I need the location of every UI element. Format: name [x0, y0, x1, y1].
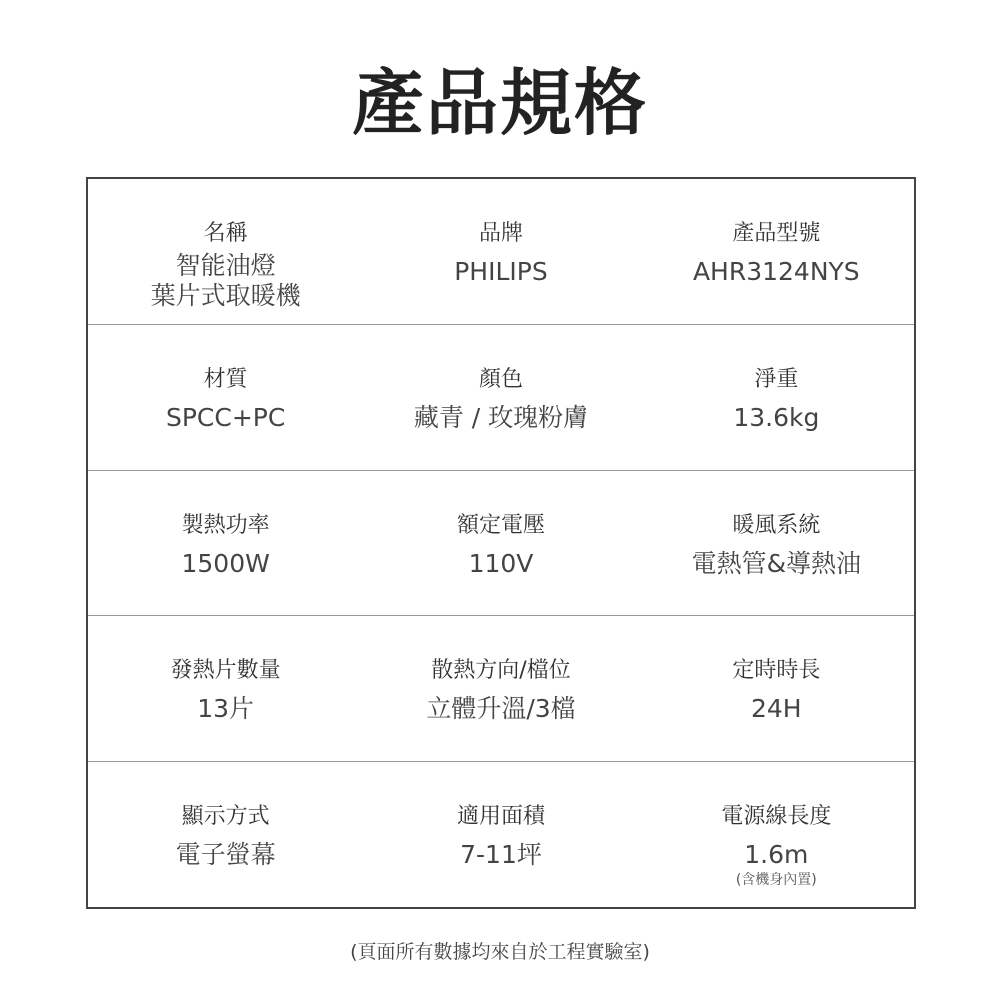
- spec-cell-timer: [639, 616, 914, 761]
- spec-label: 名稱: [203, 221, 248, 246]
- spec-value: 智能油燈: [175, 251, 276, 280]
- spec-label: 散熱方向/檔位: [431, 658, 571, 684]
- spec-label: 顏色: [478, 366, 523, 392]
- spec-value: 13.6kg: [733, 402, 820, 432]
- spec-row: [88, 325, 914, 471]
- spec-note: (含機身內置): [735, 872, 817, 889]
- spec-cell-display: [88, 762, 363, 907]
- spec-label: 淨重: [754, 366, 799, 392]
- spec-label: 額定電壓: [456, 512, 545, 538]
- spec-label: 顯示方式: [181, 804, 270, 830]
- spec-cell-cord-length: [639, 762, 914, 907]
- spec-cell-heating-system: [639, 471, 914, 616]
- spec-value: 藏青 / 玫瑰粉膚: [413, 402, 589, 432]
- spec-cell-power: [88, 471, 363, 616]
- spec-value: 1.6m: [744, 840, 809, 870]
- spec-label: 定時時長: [732, 658, 821, 684]
- spec-value: SPCC+PC: [165, 402, 286, 432]
- spec-row: [88, 471, 914, 617]
- spec-label: 發熱片數量: [170, 658, 281, 684]
- spec-label: 產品型號: [732, 221, 821, 246]
- spec-cell-name: [88, 179, 363, 324]
- spec-label: 材質: [203, 366, 248, 392]
- spec-cell-model: [639, 179, 914, 324]
- spec-cell-color: [363, 325, 638, 470]
- page-title: 產品規格: [351, 61, 648, 145]
- spec-value: 110V: [468, 548, 534, 578]
- footer-note: (頁面所有數據均來自於工程實驗室): [350, 941, 650, 963]
- spec-row: [88, 762, 914, 907]
- spec-value: AHR3124NYS: [692, 257, 860, 286]
- spec-value: 13片: [197, 694, 255, 724]
- spec-cell-fin-count: [88, 616, 363, 761]
- spec-cell-direction: [363, 616, 638, 761]
- spec-label: 適用面積: [456, 804, 545, 830]
- spec-value: 電子螢幕: [175, 840, 276, 870]
- spec-value: PHILIPS: [454, 257, 548, 286]
- spec-row: [88, 179, 914, 325]
- spec-value: 1500W: [181, 548, 270, 578]
- spec-label: 電源線長度: [721, 804, 832, 830]
- spec-cell-brand: [363, 179, 638, 324]
- spec-cell-area: [363, 762, 638, 907]
- spec-value: 立體升溫/3檔: [426, 694, 576, 724]
- spec-value: 電熱管&導熱油: [691, 548, 862, 578]
- spec-label: 製熱功率: [181, 512, 270, 538]
- spec-row: [88, 616, 914, 762]
- spec-table: [86, 177, 916, 909]
- spec-value: 7-11坪: [460, 840, 542, 870]
- spec-value-line2: 葉片式取暖機: [150, 281, 301, 310]
- spec-label: 暖風系統: [732, 512, 821, 538]
- spec-label: 品牌: [478, 221, 523, 246]
- spec-value: 24H: [751, 694, 802, 724]
- spec-cell-weight: [639, 325, 914, 470]
- spec-cell-material: [88, 325, 363, 470]
- spec-cell-voltage: [363, 471, 638, 616]
